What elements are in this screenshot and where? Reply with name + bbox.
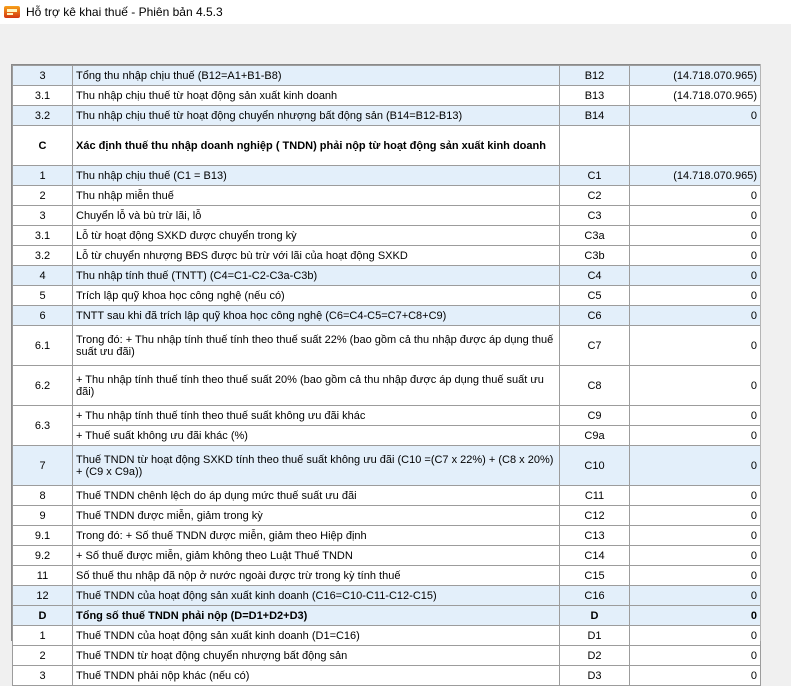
row-code: C3	[560, 206, 630, 226]
tax-table	[12, 65, 761, 686]
row-name: Trong đó: + Số thuế TNDN được miễn, giảm theo Hiệp định	[73, 526, 560, 546]
table-row[interactable]	[13, 426, 761, 446]
row-stt: 3	[13, 666, 73, 686]
row-code: C13	[560, 526, 630, 546]
row-name: Lỗ từ hoạt động SXKD được chuyển trong kỳ	[73, 226, 560, 246]
row-code: C9	[560, 406, 630, 426]
app-icon	[4, 4, 20, 20]
table-row[interactable]	[13, 566, 761, 586]
row-stt: 3.2	[13, 246, 73, 266]
row-code: C5	[560, 286, 630, 306]
row-value[interactable]: 0	[630, 406, 761, 426]
row-value	[630, 126, 761, 166]
table-row[interactable]	[13, 326, 761, 366]
row-stt: 1	[13, 626, 73, 646]
row-stt: 1	[13, 166, 73, 186]
row-stt: 4	[13, 266, 73, 286]
row-code: C2	[560, 186, 630, 206]
right-panel-strip	[760, 64, 791, 641]
row-stt: 9.1	[13, 526, 73, 546]
table-row[interactable]	[13, 106, 761, 126]
row-value[interactable]: 0	[630, 366, 761, 406]
row-stt: 3	[13, 206, 73, 226]
row-stt: 6.3	[13, 406, 73, 446]
table-row[interactable]	[13, 66, 761, 86]
row-name: + Thu nhập tính thuế tính theo thuế suất 20% (bao gồm cả thu nhập được áp dụng thuế suất ưu đãi)	[73, 366, 560, 406]
row-code: D3	[560, 666, 630, 686]
row-code: C6	[560, 306, 630, 326]
row-value[interactable]: 0	[630, 526, 761, 546]
section-row-d[interactable]	[13, 606, 761, 626]
row-value[interactable]: 0	[630, 626, 761, 646]
row-code	[560, 126, 630, 166]
row-value[interactable]: 0	[630, 586, 761, 606]
row-stt: 9.2	[13, 546, 73, 566]
table-row[interactable]	[13, 206, 761, 226]
row-name: Thuế TNDN từ hoạt động SXKD tính theo thuế suất không ưu đãi (C10 =(C7 x 22%) + (C8 x 20%) + (C9 x C9a))	[73, 446, 560, 486]
row-name: + Thuế suất không ưu đãi khác (%)	[73, 426, 560, 446]
row-name: Thuế TNDN của hoạt động sản xuất kinh doanh (D1=C16)	[73, 626, 560, 646]
table-row[interactable]	[13, 486, 761, 506]
row-stt: 3.1	[13, 226, 73, 246]
row-code: C8	[560, 366, 630, 406]
toolbar-area	[0, 24, 791, 64]
row-code: C9a	[560, 426, 630, 446]
table-row[interactable]	[13, 186, 761, 206]
row-stt: 2	[13, 646, 73, 666]
table-row[interactable]	[13, 546, 761, 566]
row-stt: 5	[13, 286, 73, 306]
row-code: C12	[560, 506, 630, 526]
row-stt: 12	[13, 586, 73, 606]
row-value[interactable]: 0	[630, 646, 761, 666]
table-row[interactable]	[13, 526, 761, 546]
row-value[interactable]: 0	[630, 286, 761, 306]
declaration-grid	[11, 64, 760, 682]
row-value[interactable]: 0	[630, 546, 761, 566]
row-stt: 6	[13, 306, 73, 326]
row-code: C1	[560, 166, 630, 186]
row-stt: 2	[13, 186, 73, 206]
table-row[interactable]	[13, 366, 761, 406]
row-code: B13	[560, 86, 630, 106]
row-name: Thu nhập miễn thuế	[73, 186, 560, 206]
row-stt: 3	[13, 66, 73, 86]
table-row[interactable]	[13, 406, 761, 426]
row-value[interactable]: (14.718.070.965)	[630, 166, 761, 186]
row-name: Tổng thu nhập chịu thuế (B12=A1+B1-B8)	[73, 66, 560, 86]
row-code: D	[560, 606, 630, 626]
row-name: Chuyển lỗ và bù trừ lãi, lỗ	[73, 206, 560, 226]
row-value[interactable]: 0	[630, 246, 761, 266]
section-row-c	[13, 126, 761, 166]
row-name: Thuế TNDN được miễn, giảm trong kỳ	[73, 506, 560, 526]
table-row[interactable]	[13, 446, 761, 486]
table-row[interactable]	[13, 286, 761, 306]
table-row[interactable]	[13, 246, 761, 266]
row-value[interactable]: 0	[630, 106, 761, 126]
table-row[interactable]	[13, 586, 761, 606]
row-value[interactable]: 0	[630, 266, 761, 286]
row-stt: 6.2	[13, 366, 73, 406]
row-code: C7	[560, 326, 630, 366]
row-value[interactable]: 0	[630, 486, 761, 506]
row-stt: 11	[13, 566, 73, 586]
table-row[interactable]	[13, 626, 761, 646]
row-name: Trong đó: + Thu nhập tính thuế tính theo thuế suất 22% (bao gồm cả thu nhập được áp dụng thuế suất ưu đãi)	[73, 326, 560, 366]
row-name: Xác định thuế thu nhập doanh nghiệp ( TNDN) phải nộp từ hoạt động sản xuất kinh doanh	[73, 126, 560, 166]
row-value[interactable]: 0	[630, 446, 761, 486]
row-value[interactable]: 0	[630, 606, 761, 626]
row-code: C16	[560, 586, 630, 606]
row-name: Tổng số thuế TNDN phải nộp (D=D1+D2+D3)	[73, 606, 560, 626]
row-value[interactable]: 0	[630, 306, 761, 326]
row-name: Thu nhập tính thuế (TNTT) (C4=C1-C2-C3a-C3b)	[73, 266, 560, 286]
row-value[interactable]: 0	[630, 206, 761, 226]
row-stt: 7	[13, 446, 73, 486]
row-name: Thu nhập chịu thuế (C1 = B13)	[73, 166, 560, 186]
row-code: C11	[560, 486, 630, 506]
row-name: Số thuế thu nhập đã nộp ở nước ngoài được trừ trong kỳ tính thuế	[73, 566, 560, 586]
row-value[interactable]: 0	[630, 226, 761, 246]
table-row[interactable]	[13, 646, 761, 666]
table-row[interactable]	[13, 666, 761, 686]
window-title: Hỗ trợ kê khai thuế - Phiên bản 4.5.3	[26, 5, 223, 19]
row-stt: 6.1	[13, 326, 73, 366]
row-name: Thu nhập chịu thuế từ hoạt động sản xuất kinh doanh	[73, 86, 560, 106]
row-value[interactable]: 0	[630, 426, 761, 446]
row-value[interactable]: 0	[630, 326, 761, 366]
table-row[interactable]	[13, 166, 761, 186]
row-code: C14	[560, 546, 630, 566]
row-value[interactable]: (14.718.070.965)	[630, 86, 761, 106]
row-name: Trích lập quỹ khoa học công nghệ (nếu có)	[73, 286, 560, 306]
row-code: B14	[560, 106, 630, 126]
row-name: Thuế TNDN chênh lệch do áp dụng mức thuế suất ưu đãi	[73, 486, 560, 506]
row-stt: C	[13, 126, 73, 166]
row-value[interactable]: 0	[630, 186, 761, 206]
row-code: D2	[560, 646, 630, 666]
row-name: + Số thuế được miễn, giảm không theo Luật Thuế TNDN	[73, 546, 560, 566]
row-stt: 3.1	[13, 86, 73, 106]
table-row[interactable]	[13, 306, 761, 326]
row-stt: D	[13, 606, 73, 626]
row-code: B12	[560, 66, 630, 86]
row-code: C3a	[560, 226, 630, 246]
row-name: Thuế TNDN của hoạt động sản xuất kinh doanh (C16=C10-C11-C12-C15)	[73, 586, 560, 606]
row-value[interactable]: (14.718.070.965)	[630, 66, 761, 86]
row-name: Thuế TNDN từ hoạt động chuyển nhượng bất động sản	[73, 646, 560, 666]
row-value[interactable]: 0	[630, 666, 761, 686]
row-name: Thu nhập chịu thuế từ hoạt động chuyển nhượng bất động sản (B14=B12-B13)	[73, 106, 560, 126]
table-row[interactable]	[13, 266, 761, 286]
row-code: D1	[560, 626, 630, 646]
row-name: Thuế TNDN phải nộp khác (nếu có)	[73, 666, 560, 686]
row-value[interactable]: 0	[630, 506, 761, 526]
row-name: TNTT sau khi đã trích lập quỹ khoa học công nghệ (C6=C4-C5=C7+C8+C9)	[73, 306, 560, 326]
row-code: C15	[560, 566, 630, 586]
table-row[interactable]	[13, 506, 761, 526]
row-stt: 3.2	[13, 106, 73, 126]
row-stt: 9	[13, 506, 73, 526]
row-stt: 8	[13, 486, 73, 506]
table-row[interactable]	[13, 86, 761, 106]
row-code: C4	[560, 266, 630, 286]
row-value[interactable]: 0	[630, 566, 761, 586]
row-name: + Thu nhập tính thuế tính theo thuế suất không ưu đãi khác	[73, 406, 560, 426]
row-code: C3b	[560, 246, 630, 266]
window-titlebar	[0, 0, 791, 24]
row-name: Lỗ từ chuyển nhượng BĐS được bù trừ với lãi của hoạt động SXKD	[73, 246, 560, 266]
table-row[interactable]	[13, 226, 761, 246]
row-code: C10	[560, 446, 630, 486]
